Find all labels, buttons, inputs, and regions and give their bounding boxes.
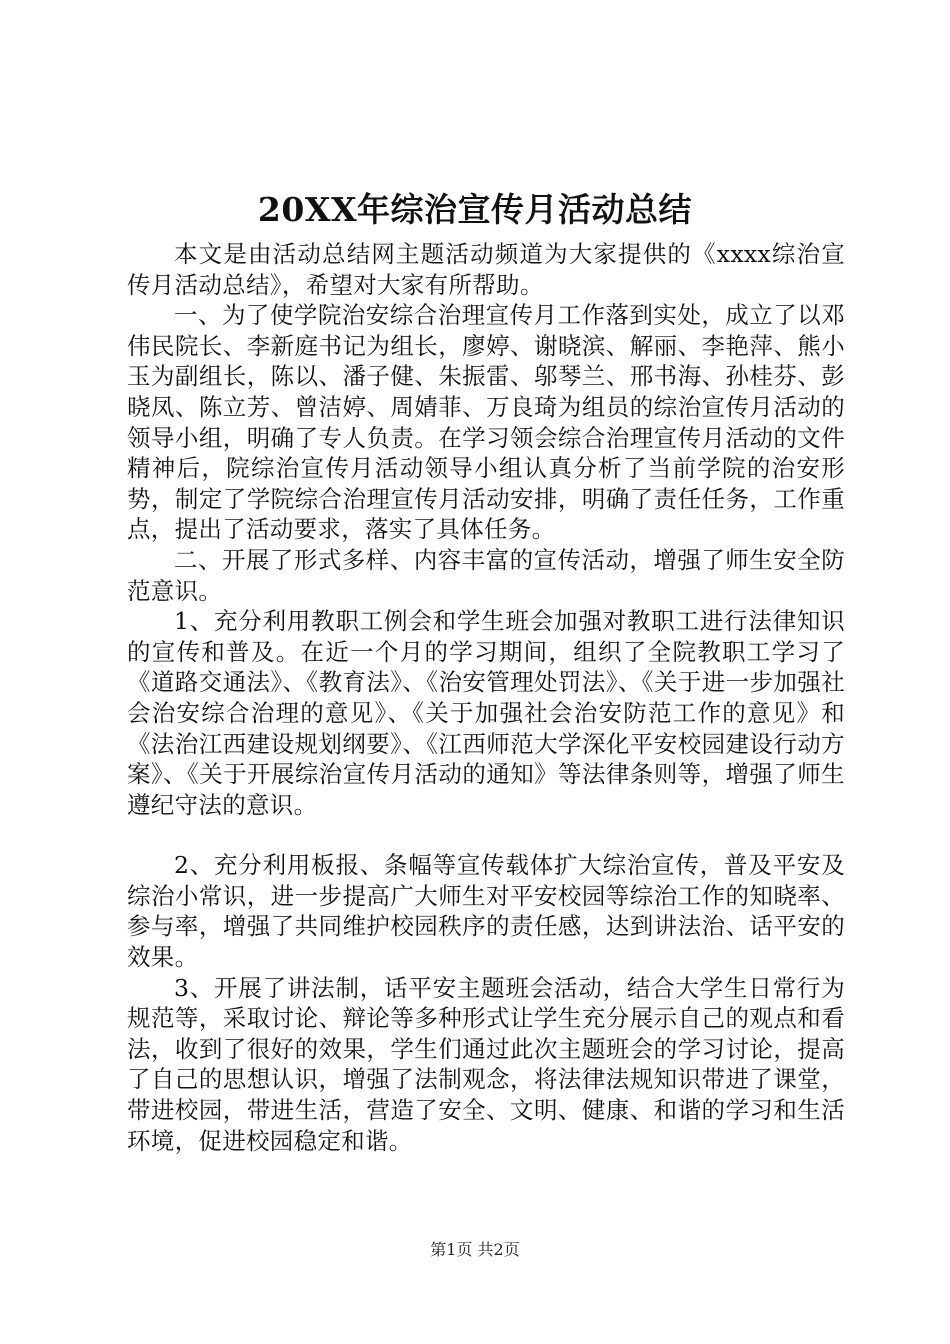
- page-number-footer: 第1页 共2页: [430, 1240, 520, 1259]
- paragraph-section-one: 一、为了使学院治安综合治理宣传月工作落到实处，成立了以邓伟民院长、李新庭书记为组长，廖婷、谢晓滨、解丽、李艳萍、熊小玉为副组长，陈以、潘子健、朱振雷、邬琴兰、邢书海、孙桂芬、彭晓凤、陈立芳、曾洁婷、周婧菲、万良琦为组员的综治宣传月活动的领导小组，明确了专人负责。在学习领会综合治理宣传月活动的文件精神后，院综治宣传月活动领导小组认真分析了当前学院的治安形势，制定了学院综合治理宣传月活动安排，明确了责任任务，工作重点，提出了活动要求，落实了具体任务。: [127, 301, 845, 544]
- paragraph-item-one: 1、充分利用教职工例会和学生班会加强对教职工进行法律知识的宣传和普及。在近一个月的学习期间，组织了全院教职工学习了《道路交通法》、《教育法》、《治安管理处罚法》、《关于进一步加强社会治安综合治理的意见》、《关于加强社会治安防范工作的意见》和《法治江西建设规划纲要》、《江西师范大学深化平安校园建设行动方案》、《关于开展综治宣传月活动的通知》等法律条则等，增强了师生遵纪守法的意识。: [127, 607, 845, 819]
- paragraph-item-two: 2、充分利用板报、条幅等宣传载体扩大综治宣传，普及平安及综治小常识，进一步提高广大师生对平安校园等综治工作的知晓率、参与率，增强了共同维护校园秩序的责任感，达到讲法治、话平安的效果。: [127, 851, 845, 972]
- document-title: 20XX年综治宣传月活动总结: [257, 190, 693, 229]
- document-body: [127, 239, 845, 1156]
- paragraph-section-two: 二、开展了形式多样、内容丰富的宣传活动，增强了师生安全防范意识。: [127, 545, 845, 605]
- paragraph-item-three: 3、开展了讲法制，话平安主题班会活动，结合大学生日常行为规范等，采取讨论、辩论等多种形式让学生充分展示自己的观点和看法，收到了很好的效果，学生们通过此次主题班会的学习讨论，提高了自己的思想认识，增强了法制观念，将法律法规知识带进了课堂，带进校园，带进生活，营造了安全、文明、健康、和谐的学习和生活环境，促进校园稳定和谐。: [127, 973, 845, 1155]
- paragraph-intro: 本文是由活动总结网主题活动频道为大家提供的《xxxx综治宣传月活动总结》，希望对大家有所帮助。: [127, 240, 845, 299]
